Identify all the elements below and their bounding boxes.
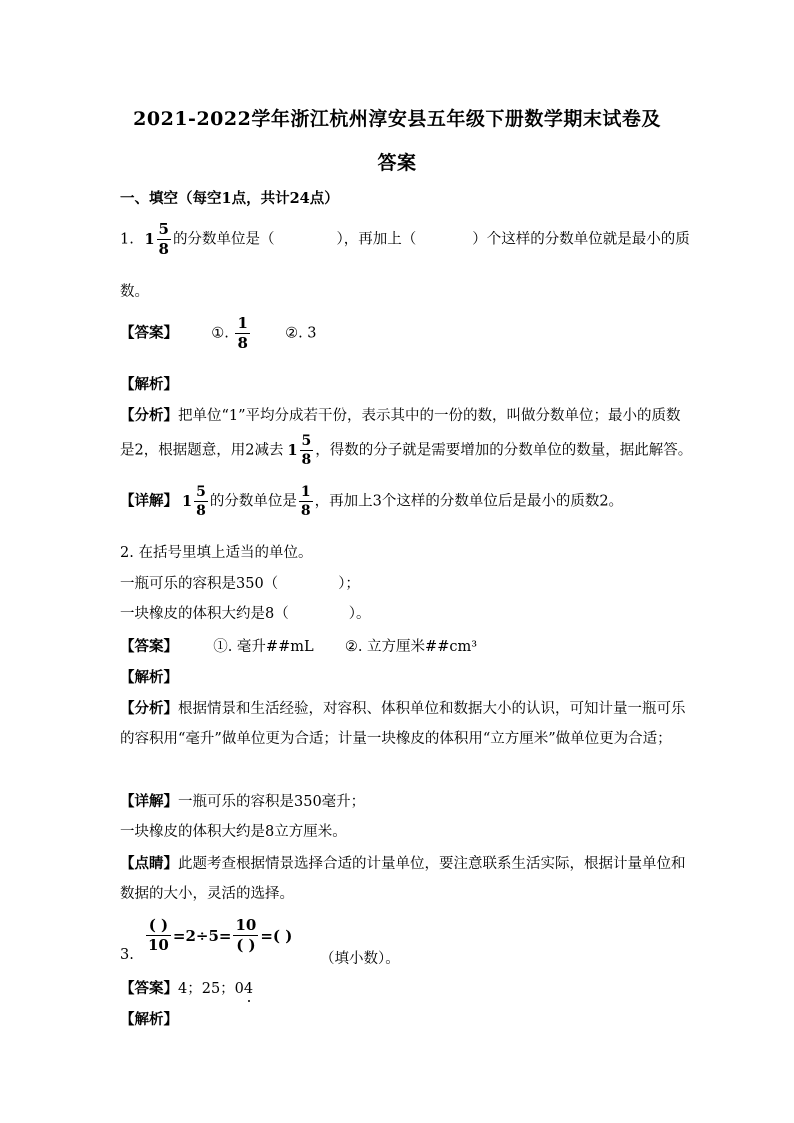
q2-dianjing-line2: 数据的大小，灵活的选择。: [120, 886, 294, 902]
q1-analysis-label: 【解析】: [120, 376, 178, 393]
q1-fenxi-line2: [120, 434, 692, 467]
q3-equation: [144, 918, 292, 953]
fenxi-label: 【分析】: [120, 700, 178, 717]
q2-line1: [120, 572, 360, 593]
q2-line2: [120, 602, 370, 623]
q3-answer: [120, 977, 253, 998]
q2-dianjing-line1: [120, 852, 686, 873]
dianjing-label: 【点睛】: [120, 855, 178, 872]
q1-answer-1-fraction: $\frac{1}{8}$: [237, 314, 248, 352]
q3-hint: （填小数）。: [320, 951, 400, 967]
q1-text-b: ），再加上（: [336, 231, 417, 248]
q1-detail-fraction: $\frac{5}{8}$: [196, 484, 206, 519]
q1-number: 1.: [120, 231, 134, 248]
q1-detail-whole: 1: [182, 492, 193, 510]
q3-fraction-2: $\frac{10}{( )}$: [235, 916, 257, 954]
q3-eq2: =( ): [260, 926, 293, 945]
q2-fenxi-line1: [120, 697, 686, 718]
q2-line2-b: ）。: [348, 606, 371, 622]
q2-line1-b: ）；: [338, 576, 360, 592]
q3-answer-repeating-digit: 4: [243, 981, 254, 997]
q1-mixed-whole: 1: [144, 230, 155, 248]
q1-fraction: $\frac{5}{8}$: [158, 220, 169, 258]
q2-fenxi-text1: 根据情景和生活经验，对容积、体积单位和数据大小的认识，可知计量一瓶可乐: [178, 701, 686, 717]
q2-line1-a: 一瓶可乐的容积是350（: [120, 576, 279, 592]
q2-detail-text1: 一瓶可乐的容积是350毫升；: [178, 794, 366, 810]
q1-detail-text-b: ，再加上3个这样的分数单位后是最小的质数2。: [314, 493, 624, 510]
q2-detail-line1: [120, 790, 365, 811]
q2-answer-2: ②. 立方厘米##cm³: [344, 639, 478, 655]
q1-fenxi-text2b: ，得数的分子就是需要增加的分数单位的数量，据此解答。: [315, 442, 693, 459]
q1-stem-line2: 数。: [120, 284, 149, 300]
q1-answer: [120, 316, 317, 351]
q1-fenxi-whole: 1: [287, 441, 298, 459]
doc-title-line2: 答案: [377, 152, 417, 174]
section-heading: 一、填空（每空1点，共计24点）: [120, 190, 339, 207]
q2-answer-1: ①. 毫升##mL: [213, 639, 314, 655]
q1-fenxi-text2a: 是2，根据题意，用2减去: [120, 442, 284, 459]
q1-detail: [120, 485, 623, 518]
q1-text-a: 的分数单位是（: [172, 231, 275, 248]
q2-dianjing-text1: 此题考查根据情景选择合适的计量单位，要注意联系生活实际，根据计量单位和: [178, 856, 686, 872]
q1-detail-fraction2: $\frac{1}{8}$: [300, 484, 311, 519]
fenxi-label: 【分析】: [120, 407, 178, 424]
answer-label: 【答案】: [120, 324, 178, 342]
answer-label: 【答案】: [120, 980, 178, 997]
q1-detail-text-a: 的分数单位是: [209, 493, 297, 510]
detail-label: 【详解】: [120, 793, 178, 810]
q1-answer-1-mark: ①.: [211, 325, 229, 342]
q3-analysis-label: 【解析】: [120, 1011, 178, 1028]
q1-fenxi-line1: [120, 404, 681, 425]
q2-analysis-label: 【解析】: [120, 669, 178, 686]
q2-stem: 2. 在括号里填上适当的单位。: [120, 545, 313, 561]
q1-answer-2: ②. 3: [285, 325, 317, 342]
q2-detail-line2: 一块橡皮的体积大约是8立方厘米。: [120, 824, 347, 840]
q1-fenxi-text1: 把单位“1”平均分成若干份，表示其中的一份的数，叫做分数单位；最小的质数: [178, 408, 681, 424]
q2-line2-a: 一块橡皮的体积大约是8（: [120, 606, 289, 622]
q3-eq1: =2÷5=: [172, 926, 232, 945]
q3-fraction-1: $\frac{( )}{10}$: [148, 916, 169, 954]
q3-number: 3.: [120, 947, 134, 963]
q3-answer-text: 4；25；0: [178, 981, 244, 997]
q1-fenxi-fraction: $\frac{5}{8}$: [301, 433, 312, 468]
q1-text-c: ）个这样的分数单位就是最小的质: [472, 231, 690, 248]
doc-title-line1: 2021-2022学年浙江杭州淳安县五年级下册数学期末试卷及: [133, 108, 661, 130]
detail-label: 【详解】: [120, 492, 178, 510]
q2-answer: [120, 635, 477, 656]
q2-fenxi-line2: 的容积用“毫升”做单位更为合适；计量一块橡皮的体积用“立方厘米”做单位更为合适；: [120, 731, 672, 747]
answer-label: 【答案】: [120, 638, 178, 655]
q1-stem-line1: [120, 222, 690, 257]
